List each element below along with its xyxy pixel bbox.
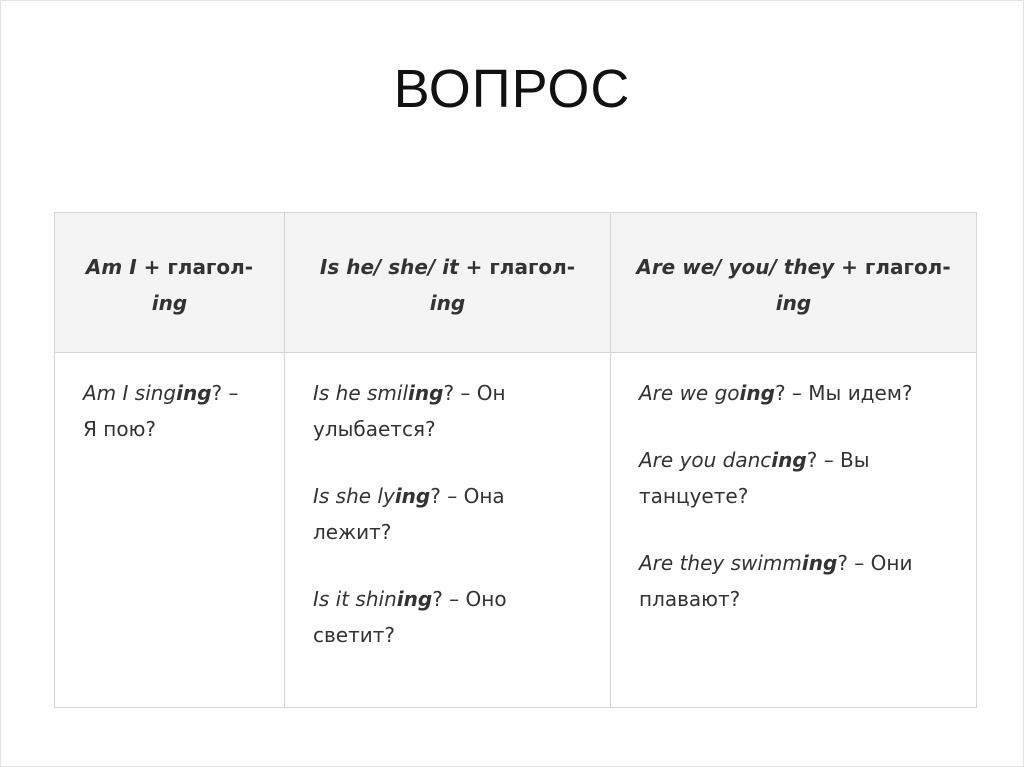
example-stem: Are you danc: [639, 448, 772, 472]
grammar-table: [54, 212, 977, 708]
header-subject: Are we/ you/ they: [636, 255, 835, 279]
header-ing-suffix: ing: [775, 291, 812, 315]
example-ing-suffix: ing: [394, 484, 431, 508]
example-stem: Am I sing: [83, 381, 177, 405]
example-item: [639, 545, 950, 617]
example-ing-suffix: ing: [801, 551, 838, 575]
example-stem: Is she ly: [313, 484, 395, 508]
example-translation: ? – Я пою?: [83, 381, 239, 441]
header-verb-formula: + глагол-: [458, 255, 576, 279]
example-item: [83, 375, 258, 447]
example-translation: ? – Они плавают?: [639, 551, 913, 611]
example-translation: ? – Вы танцуете?: [639, 448, 870, 508]
example-item: [639, 442, 950, 514]
example-translation: ? – Мы идем?: [774, 381, 913, 405]
example-ing-suffix: ing: [176, 381, 212, 405]
header-verb-formula: + глагол-: [834, 255, 951, 279]
header-cell-am-i: [55, 213, 285, 353]
example-stem: Are we go: [639, 381, 740, 405]
slide-title: ВОПРОС: [393, 59, 631, 119]
examples-cell-am-i: [55, 353, 285, 708]
example-translation: ? – Оно светит?: [313, 587, 507, 647]
header-ing-suffix: ing: [429, 291, 466, 315]
header-cell-is-he-she-it: [285, 213, 611, 353]
table-examples-row: [55, 353, 977, 708]
example-ing-suffix: ing: [739, 381, 775, 405]
example-ing-suffix: ing: [408, 381, 444, 405]
example-stem: Is he smil: [313, 381, 409, 405]
example-item: [313, 478, 584, 550]
examples-cell-is-he-she-it: [285, 353, 611, 708]
example-item: [313, 581, 584, 653]
header-ing-suffix: ing: [151, 291, 188, 315]
header-cell-are-we-you-they: [611, 213, 977, 353]
example-translation: ? – Она лежит?: [313, 484, 505, 544]
example-item: [313, 375, 584, 447]
example-stem: Is it shin: [313, 587, 397, 611]
header-subject: Is he/ she/ it: [319, 255, 459, 279]
table-header-row: [55, 213, 977, 353]
header-verb-formula: + глагол-: [136, 255, 254, 279]
example-stem: Are they swimm: [639, 551, 802, 575]
example-ing-suffix: ing: [396, 587, 433, 611]
examples-cell-are-we-you-they: [611, 353, 977, 708]
example-item: [639, 375, 950, 411]
header-subject: Am I: [85, 255, 137, 279]
example-ing-suffix: ing: [771, 448, 807, 472]
example-translation: ? – Он улыбается?: [313, 381, 506, 441]
